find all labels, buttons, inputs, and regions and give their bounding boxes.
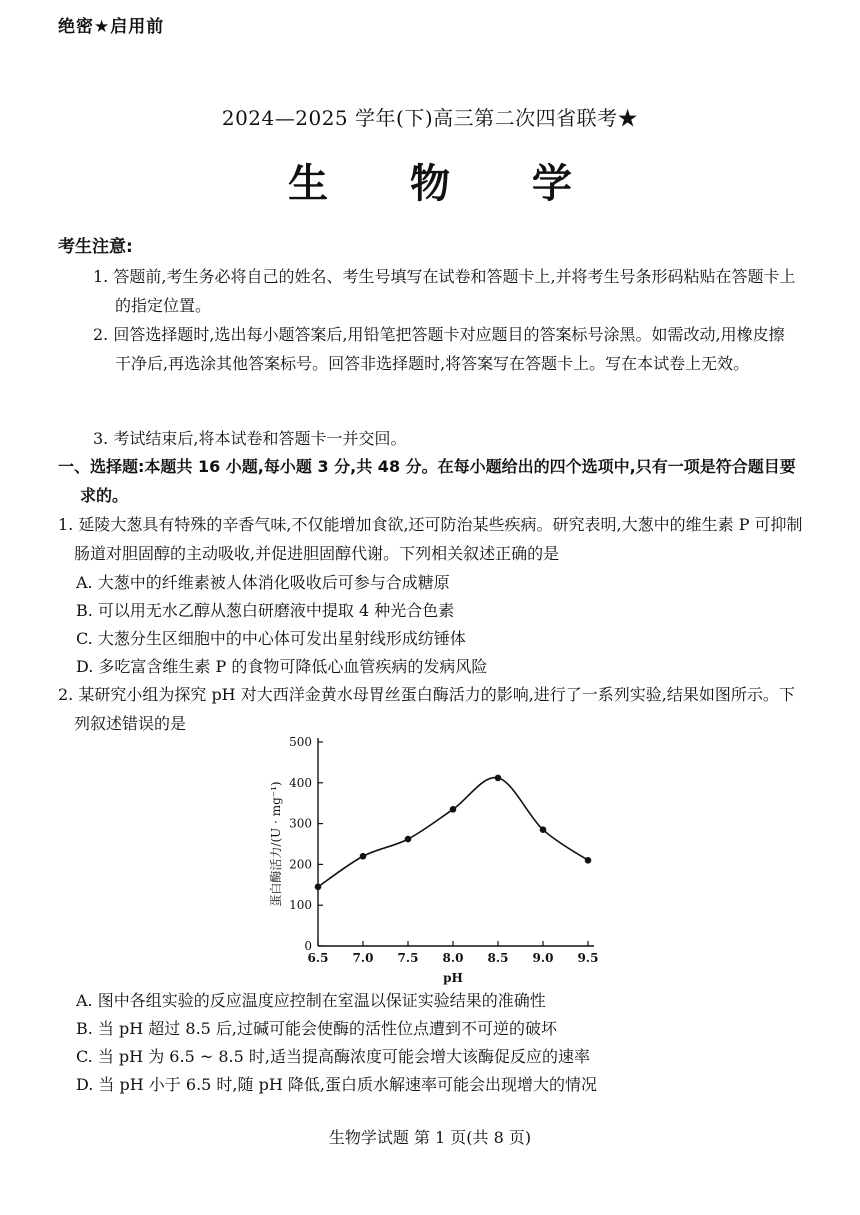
x-tick-label: 9.5	[577, 951, 599, 965]
subject-title: 生 物 学	[288, 161, 606, 207]
enzyme-activity-chart	[260, 730, 610, 990]
x-tick-label: 6.5	[307, 951, 329, 965]
question-2-option-c: C. 当 pH 为 6.5 ~ 8.5 时,适当提高酶浓度可能会增大该酶促反应的速率	[76, 1047, 590, 1066]
x-tick-label: 8.0	[442, 951, 464, 965]
chart-x-ticks	[308, 941, 599, 965]
x-tick-label: 9.0	[532, 951, 554, 965]
question-2-option-d: D. 当 pH 小于 6.5 时,随 pH 降低,蛋白质水解速率可能会出现增大的情况	[76, 1075, 597, 1094]
section-heading: 一、选择题:本题共 16 小题,每小题 3 分,共 48 分。在每小题给出的四个选项中,只有一项是符合题目要求的。	[58, 457, 796, 505]
y-tick-label: 500	[289, 735, 312, 749]
question-2-option-a: A. 图中各组实验的反应温度应控制在室温以保证实验结果的准确性	[76, 991, 546, 1010]
data-point	[585, 857, 592, 864]
data-point	[540, 826, 547, 833]
notice-heading: 考生注意:	[58, 237, 133, 257]
question-1-option-a: A. 大葱中的纤维素被人体消化吸收后可参与合成糖原	[76, 573, 450, 592]
y-tick-label: 300	[289, 816, 312, 831]
chart-series-line	[318, 778, 588, 887]
question-1-option-c: C. 大葱分生区细胞中的中心体可发出星射线形成纺锤体	[76, 629, 466, 648]
x-tick-label: 7.5	[397, 951, 419, 965]
chart-x-label: pH	[443, 971, 463, 985]
data-point	[360, 853, 367, 860]
notice-item-3: 3. 考试结束后,将本试卷和答题卡一并交回。	[93, 429, 407, 448]
question-1-stem: 1. 延陵大葱具有特殊的辛香气味,不仅能增加食欲,还可防治某些疾病。研究表明,大葱中的维生素 P 可抑制肠道对胆固醇的主动吸收,并促进胆固醇代谢。下列相关叙述正确的是	[58, 515, 803, 563]
question-1-option-d: D. 多吃富含维生素 P 的食物可降低心血管疾病的发病风险	[76, 657, 488, 676]
question-2-stem: 2. 某研究小组为探究 pH 对大西洋金黄水母胃丝蛋白酶活力的影响,进行了一系列实验,结果如图所示。下列叙述错误的是	[58, 685, 795, 733]
data-point	[315, 884, 322, 891]
chart-y-label: 蛋白酶活力/(U · mg⁻¹)	[269, 781, 283, 907]
data-point	[495, 775, 502, 782]
x-tick-label: 7.0	[352, 951, 374, 965]
notice-item-1: 1. 答题前,考生务必将自己的姓名、考生号填写在试卷和答题卡上,并将考生号条形码粘贴在答题卡上的指定位置。	[93, 267, 796, 315]
y-tick-label: 0	[304, 939, 312, 953]
question-1-option-b: B. 可以用无水乙醇从葱白研磨液中提取 4 种光合色素	[76, 601, 455, 620]
secret-label: 绝密★启用前	[58, 17, 165, 37]
question-2-option-b: B. 当 pH 超过 8.5 后,过碱可能会使酶的活性位点遭到不可逆的破坏	[76, 1019, 558, 1038]
data-point	[450, 806, 457, 813]
x-tick-label: 8.5	[487, 951, 509, 965]
y-tick-label: 400	[289, 775, 312, 790]
y-tick-label: 200	[289, 857, 312, 872]
y-tick-label: 100	[289, 898, 312, 913]
exam-title: 2024—2025 学年(下)高三第二次四省联考★	[221, 106, 639, 130]
notice-item-2: 2. 回答选择题时,选出每小题答案后,用铅笔把答题卡对应题目的答案标号涂黑。如需改动,用橡皮擦干净后,再选涂其他答案标号。回答非选择题时,将答案写在答题卡上。写在本试卷上无效。	[93, 325, 785, 373]
data-point	[405, 836, 412, 843]
chart-axes	[318, 738, 594, 946]
chart-points	[315, 775, 592, 891]
page-footer: 生物学试题 第 1 页(共 8 页)	[328, 1128, 532, 1147]
